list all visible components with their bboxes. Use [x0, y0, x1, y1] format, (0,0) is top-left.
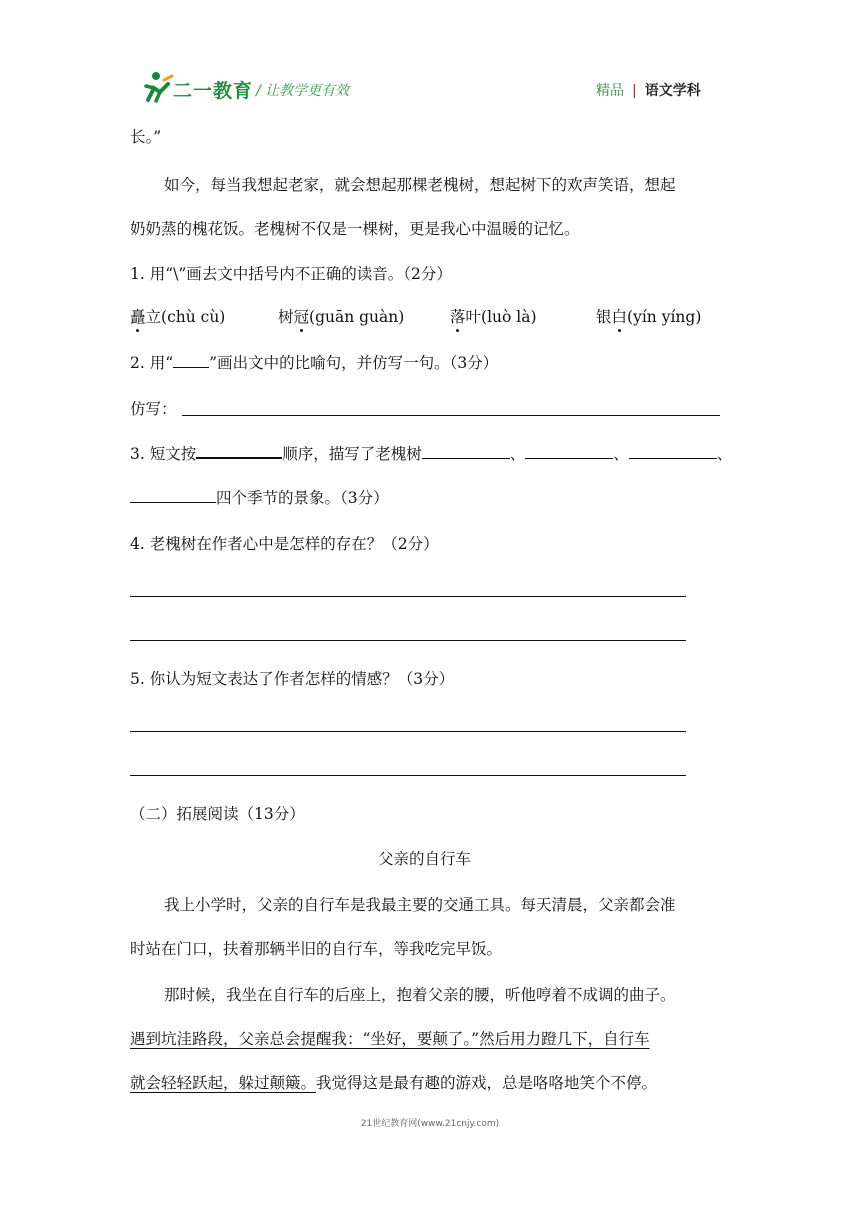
question-5: 5. 你认为短文表达了作者怎样的情感？（3分）: [130, 670, 455, 688]
slogan: / 让教学更有效: [256, 83, 350, 99]
q2-blank-sample: [173, 353, 209, 368]
section-2-p2-3: 就会轻轻跃起，躲过颠簸。我觉得这是最有趣的游戏，总是咯咯地笑个不停。: [130, 1074, 658, 1092]
section-2-heading: （二）拓展阅读（13分）: [130, 805, 305, 823]
question-3: 3. 短文按 顺序，描写了老槐树 、 、 、: [130, 445, 733, 463]
q5-answer-line-2[interactable]: [130, 775, 686, 776]
q1-item-2: 树冠(guān guàn): [278, 308, 405, 326]
question-1: 1. 用“\”画去文中括号内不正确的读音。（2分）: [130, 265, 452, 283]
passage-line-end: 长。”: [130, 128, 162, 146]
q1-item-4: 银白(yín yíng): [596, 308, 702, 326]
section-2-title: 父亲的自行车: [378, 850, 472, 868]
q4-answer-line-2[interactable]: [130, 640, 686, 641]
passage-last-para-2: 奶奶蒸的槐花饭。老槐树不仅是一棵树，更是我心中温暖的记忆。: [130, 220, 580, 238]
q4-answer-line-1[interactable]: [130, 596, 686, 597]
q3-blank-season-3[interactable]: [629, 444, 717, 459]
section-2-p1-2: 时站在门口，扶着那辆半旧的自行车，等我吃完早饭。: [130, 940, 503, 958]
question-3-cont: 四个季节的景象。（3分）: [130, 487, 389, 509]
subject-label: 语文学科: [644, 83, 701, 99]
q2-fangxie-label: 仿写：: [130, 400, 177, 418]
header-right: [596, 80, 701, 100]
section-2-p2-2-underlined: 遇到坑洼路段，父亲总会提醒我：“坐好，要颠了。”然后用力蹬几下，自行车: [130, 1030, 650, 1048]
passage-last-para-1: 如今，每当我想起老家，就会想起那棵老槐树，想起树下的欢声笑语，想起: [164, 176, 676, 194]
q5-answer-line-1[interactable]: [130, 731, 686, 732]
header-separator: |: [632, 83, 637, 99]
section-2-p2-1: 那时候，我坐在自行车的后座上，抱着父亲的腰，听他哼着不成调的曲子。: [164, 986, 676, 1004]
section-2-p1-1: 我上小学时，父亲的自行车是我最主要的交通工具。每天清晨，父亲都会准: [164, 896, 676, 914]
question-2: 2. 用“ ”画出文中的比喻句，并仿写一句。（3分）: [130, 354, 499, 372]
q1-item-3: 落叶(luò là): [450, 308, 537, 326]
q3-blank-order[interactable]: [196, 443, 282, 459]
jingpin-label: 精品: [596, 83, 624, 99]
question-4: 4. 老槐树在作者心中是怎样的存在？（2分）: [130, 535, 439, 553]
q3-blank-season-4[interactable]: [130, 488, 216, 503]
q2-answer-line[interactable]: [182, 415, 720, 416]
q3-blank-season-1[interactable]: [422, 444, 510, 459]
q3-blank-season-2[interactable]: [525, 444, 613, 459]
brand-name: 二一教育: [173, 80, 254, 102]
footer-source: 21世纪教育网(www.21cnjy.com): [360, 1119, 500, 1129]
section-2-p2-3-underlined: 就会轻轻跃起，躲过颠簸。: [130, 1074, 317, 1092]
q1-item-1: 矗立(chù cù): [130, 308, 226, 326]
